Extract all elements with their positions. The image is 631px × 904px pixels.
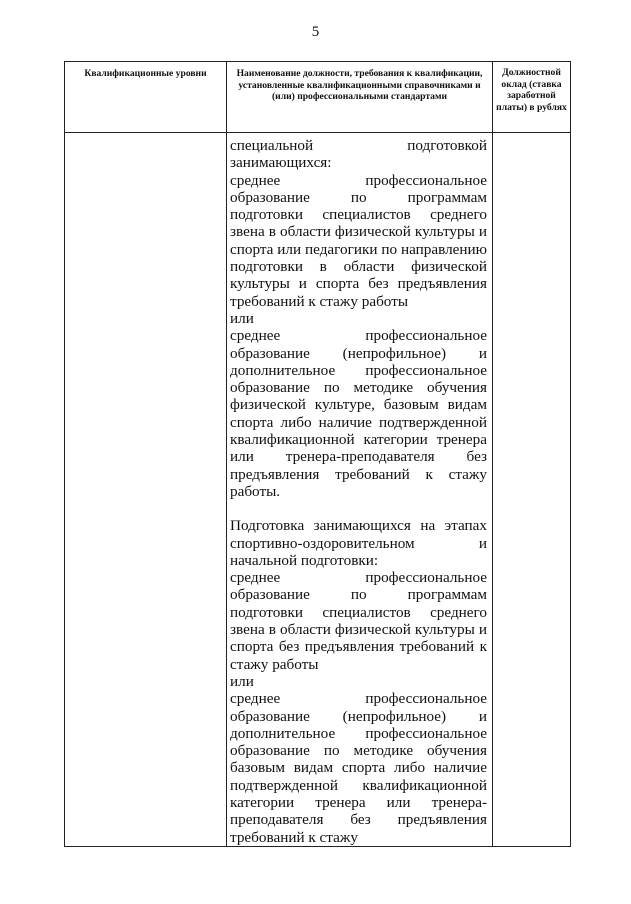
- requirements-paragraph: среднее профессиональное образование (непрофильное) и дополнительное профессиональное образование по методике обучения базовым видам спорта либо наличие подтвержденной квалификационной категории тренера или тренера-преподавателя без предъявления требований к стажу: [230, 690, 487, 846]
- paragraph-gap: [230, 500, 487, 517]
- header-salary: [493, 62, 571, 133]
- qualification-level-cell: [65, 133, 227, 847]
- header-qualification-levels-text: Квалификационные уровни: [84, 68, 207, 79]
- header-salary-text: Должностной оклад (ставка заработной платы) в рублях: [496, 67, 567, 113]
- requirements-cell: [227, 133, 493, 847]
- table-row: [65, 133, 571, 847]
- requirements-paragraph: среднее профессиональное образование по программам подготовки специалистов среднего звена в области физической культуры и спорта без предъявления требований к стажу работы: [230, 569, 487, 673]
- qualification-table: [64, 61, 571, 847]
- requirements-text: [227, 133, 492, 846]
- requirements-paragraph: среднее профессиональное образование по программам подготовки специалистов среднего звена в области физической культуры и спорта или педагогики по направлению подготовки в области физической культуры и спорта без предъявления требований к стажу работы: [230, 171, 487, 310]
- requirements-paragraph: или: [230, 672, 254, 690]
- requirements-paragraph: Подготовка занимающихся на этапах спортивно-оздоровительном и начальной подготовки:: [230, 517, 487, 569]
- requirements-paragraph: специальной подготовкой занимающихся:: [230, 137, 487, 172]
- requirements-paragraph: среднее профессиональное образование (непрофильное) и дополнительное профессиональное образование по методике обучения физической культуре, базовым видам спорта либо наличие подтвержденной квалификационной категории тренера или тренера-преподавателя без предъявления требований к стажу работы.: [230, 327, 487, 500]
- salary-cell: [493, 133, 571, 847]
- page-number: 5: [311, 24, 320, 40]
- table-header-row: [65, 62, 571, 133]
- header-position-requirements-text: Наименование должности, требования к квалификации, установленные квалификационными справочниками и (или) профессиональными стандартами: [236, 68, 483, 102]
- requirements-paragraph: или: [230, 309, 254, 327]
- header-qualification-levels: [65, 62, 227, 133]
- header-position-requirements: [227, 62, 493, 133]
